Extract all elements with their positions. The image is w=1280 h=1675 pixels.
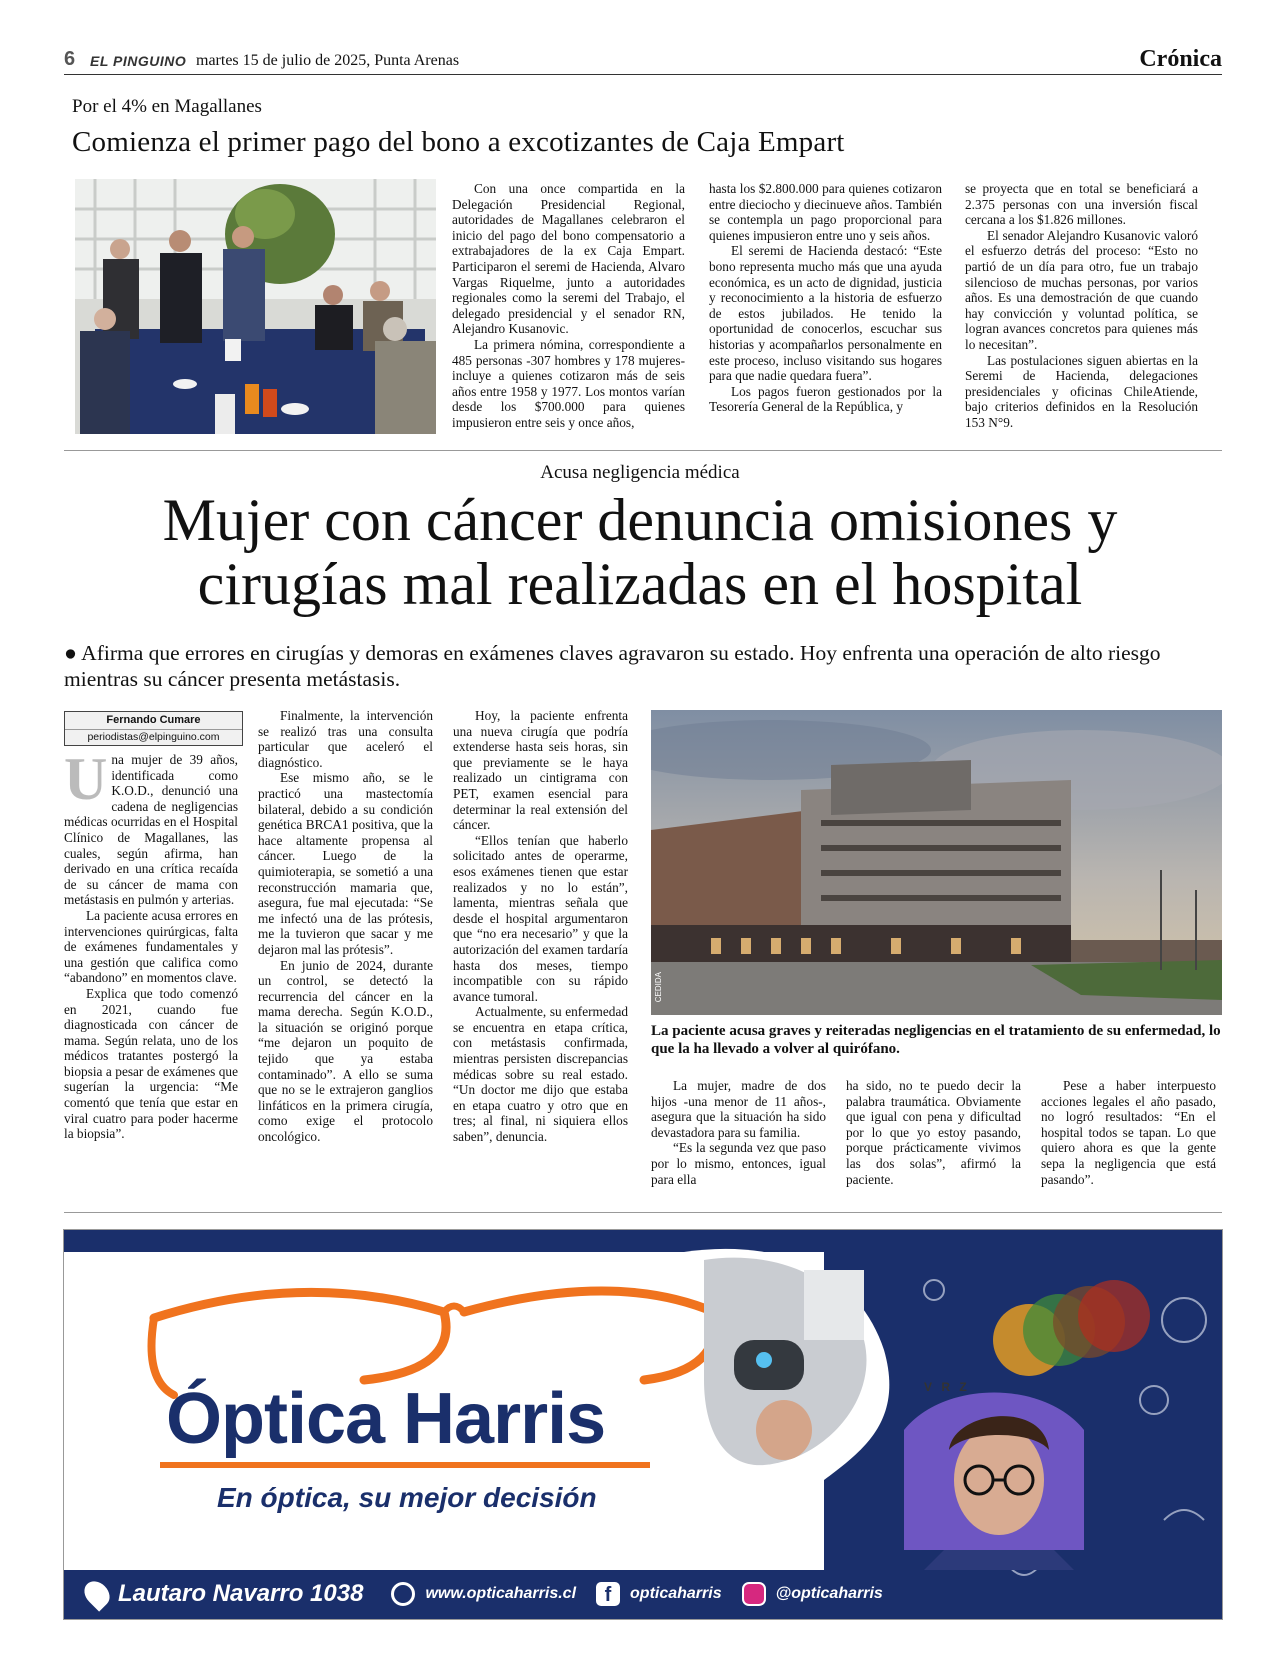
- paragraph: El seremi de Hacienda destacó: “Este bono representa mucho más que una ayuda económica, es un acto de dignidad, justicia y reconocimiento a la historia de esfuerzo de estos jubilados. He tenido la oportunidad de conocerlos, escuchar sus historias y acompañarlos personalmente en este proceso, incluso visitando sus hogares para que nadie quedara fuera”.: [709, 243, 942, 384]
- paragraph: na mujer de 39 años, identificada como K.O.D., denunció una cadena de negligencias médicas ocurridas en el Hospital Clínico de Magallanes, las cuales, según afirma, han derivado en una crítica recaída de su cáncer de mama con metástasis en pulmón y arterias.: [64, 752, 238, 908]
- paragraph: La mujer, madre de dos hijos -una menor de 11 años-, asegura que la situación ha sido devastadora para su familia.: [651, 1078, 826, 1140]
- ad-brand-name: Óptica Harris: [166, 1379, 606, 1459]
- page-header: [64, 48, 1222, 75]
- facebook-icon: f: [596, 1582, 620, 1606]
- ad-address: Lautaro Navarro 1038: [118, 1580, 364, 1607]
- masthead: EL PINGUINO: [90, 53, 187, 69]
- paragraph: Pese a haber interpuesto acciones legales el año pasado, no logró resultados: “En el hospital todos se tapan. Lo que quiero ahora es que la gente sepa la negligencia que está pasando”.: [1041, 1078, 1216, 1187]
- paragraph: En junio de 2024, durante un control, se detectó la recurrencia del cáncer en la mama derecha. Según K.O.D., la situación se originó porque “me dejaron un poquito de tejido que ya estaba contaminado”. A ello se suma que no se le extrajeron ganglios linfáticos en la primera cirugía, como exige el protocolo oncológico.: [258, 957, 433, 1145]
- optica-harris-ad[interactable]: [64, 1230, 1222, 1619]
- eye-chart-letters: V R Z: [924, 1380, 970, 1394]
- byline: [64, 711, 243, 746]
- ad-facebook[interactable]: opticaharris: [630, 1585, 722, 1602]
- paragraph: Ese mismo año, se le practicó una mastectomía bilateral, debido a su condición genética BRCA1 positiva, que la hace altamente propensa al cáncer. Luego de la quimioterapia, se sometió a una reconstrucción mamaria que, asegura, fue mal ejecutada: “Se me infectó una de las prótesis, me la tuvieron que sacar y me dejaron mal las prótesis”.: [258, 770, 433, 957]
- story2-column-1: [64, 746, 238, 1142]
- paragraph: hasta los $2.800.000 para quienes cotizaron entre dieciocho y diecinueve años. También se contempla un pago proporcional para quienes impusieron entre uno y seis años.: [709, 181, 942, 243]
- drop-cap: U: [64, 746, 108, 812]
- paragraph: Hoy, la paciente enfrenta una nueva cirugía que podría extenderse hasta seis horas, sin que previamente se le haya realizado un cintigrama con PET, examen esencial para determinar la real extensión del cáncer.: [453, 708, 628, 833]
- paragraph: se proyecta que en total se beneficiará a 2.375 personas con una inversión fiscal cercana a los $1.826 millones.: [965, 181, 1198, 228]
- paragraph: “Ellos tenían que haberlo solicitado antes de operarme, esos exámenes tienen que estar realizados y no lo están”, lamenta, mientras señala que desde el hospital argumentaron que “no era necesario” y que la autorización del examen tardaría hasta dos meses, tiempo incompatible con su rápido avance tumoral.: [453, 832, 628, 1004]
- story1-column-1: [452, 181, 685, 431]
- brand-underline: [160, 1462, 650, 1468]
- story1-kicker: Por el 4% en Magallanes: [72, 96, 262, 117]
- paragraph: La primera nómina, correspondiente a 485 personas -307 hombres y 178 mujeres- incluye a quienes cotizaron más de seis años entre 1958 y 1977. Los montos varían desde los $700.000 para quienes impusieron entre seis y once años,: [452, 336, 685, 430]
- paragraph: Finalmente, la intervención se realizó tras una consulta particular que aceleró el diagnóstico.: [258, 708, 433, 770]
- page-number: 6: [64, 48, 76, 70]
- story2-column-5: [846, 1078, 1021, 1187]
- ad-instagram[interactable]: @opticaharris: [775, 1585, 883, 1602]
- story2-deck: ● Afirma que errores en cirugías y demoras en exámenes claves agravaron su estado. Hoy enfrenta una operación de alto riesgo mientras su cáncer presenta metástasis.: [64, 641, 1161, 691]
- ad-contact-bar: [86, 1578, 883, 1610]
- story2-column-2: [258, 708, 433, 1145]
- author-name: Fernando Cumare: [106, 714, 201, 726]
- story1-headline: Comienza el primer pago del bono a excotizantes de Caja Empart: [72, 126, 845, 158]
- paragraph: Los pagos fueron gestionados por la Tesorería General de la República, y: [709, 383, 942, 415]
- paragraph: Las postulaciones siguen abiertas en la Seremi de Hacienda, delegaciones presidenciales y oficinas ChileAtiende, bajo criterios definidos en la Resolución 153 N°9.: [965, 352, 1198, 430]
- story1-column-2: [709, 181, 942, 415]
- story2-column-4: [651, 1078, 826, 1187]
- headline-line: Mujer con cáncer denuncia omisiones y: [162, 487, 1118, 553]
- section-name: Crónica: [1139, 46, 1222, 72]
- story2-headline: [40, 488, 1240, 616]
- paragraph: ha sido, no te puedo decir la palabra traumática. Obviamente que igual con pena y dificultad por lo que yo estoy pasando, porque prácticamente vivimos las dos solas”, afirmó la paciente.: [846, 1078, 1021, 1187]
- instagram-icon: [742, 1582, 766, 1606]
- paragraph: Actualmente, su enfermedad se encuentra en etapa crítica, con metástasis confirmada, mientras persisten discrepancias médicas sobre su real estado. “Un doctor me dijo que estaba en etapa cuatro y otro que en tres; al final, ni siquiera ellos saben”, denuncia.: [453, 1004, 628, 1145]
- story2-column-6: [1041, 1078, 1216, 1187]
- story2-column-3: [453, 708, 628, 1145]
- section-divider: [64, 1212, 1222, 1213]
- story1-column-3: [965, 181, 1198, 431]
- paragraph: Explica que todo comenzó en 2021, cuando fue diagnosticada con cáncer de mama. Según relata, uno de los médicos tratantes postergó la biopsia a pesar de exámenes que sugerían la urgencia: “Me comentó que tenía que estar en viral cuatro para poder hacerme la biopsia”.: [64, 985, 238, 1142]
- story2-kicker: Acusa negligencia médica: [540, 462, 740, 483]
- dateline: martes 15 de julio de 2025, Punta Arenas: [196, 52, 460, 69]
- headline-line: cirugías mal realizadas en el hospital: [197, 551, 1083, 617]
- globe-icon: [391, 1582, 415, 1606]
- photo-caption: La paciente acusa graves y reiteradas negligencias en el tratamiento de su enfermedad, lo que la ha llevado a volver al quirófano.: [651, 1023, 1221, 1057]
- paragraph: La paciente acusa errores en intervenciones quirúrgicas, falta de exámenes fundamentales y una gestión que califica como “abandono” en momentos clave.: [64, 907, 238, 986]
- author-email: periodistas@elpinguino.com: [65, 729, 242, 743]
- paragraph: “Es la segunda vez que paso por lo mismo, entonces, igual para ella: [651, 1140, 826, 1187]
- paragraph: El senador Alejandro Kusanovic valoró el esfuerzo detrás del proceso: “Esto no partió de un día para otro, fue un trabajo silencioso de muchas personas, por varios años. Es una demostración de que cuando hay convicción y voluntad política, se logran avances concretos para quienes más lo necesitan”.: [965, 227, 1198, 352]
- paragraph: Con una once compartida en la Delegación Presidencial Regional, autoridades de Magallanes celebraron el inicio del pago del bono compensatorio a extrabajadores de la ex Caja Empart. Participaron el seremi de Hacienda, Alvaro Vargas Riquelme, junto a autoridades regionales como la seremi del Trabajo, el delegado presidencial y el senador RN, Alejandro Kusanovic.: [452, 181, 685, 337]
- ad-website[interactable]: www.opticaharris.cl: [425, 1585, 577, 1602]
- hospital-photo: [651, 710, 1222, 1015]
- section-divider: [64, 450, 1222, 451]
- photo-credit: CEDIDA: [654, 972, 663, 1003]
- story1-photo: [75, 179, 436, 434]
- ad-tagline: En óptica, su mejor decisión: [217, 1482, 597, 1513]
